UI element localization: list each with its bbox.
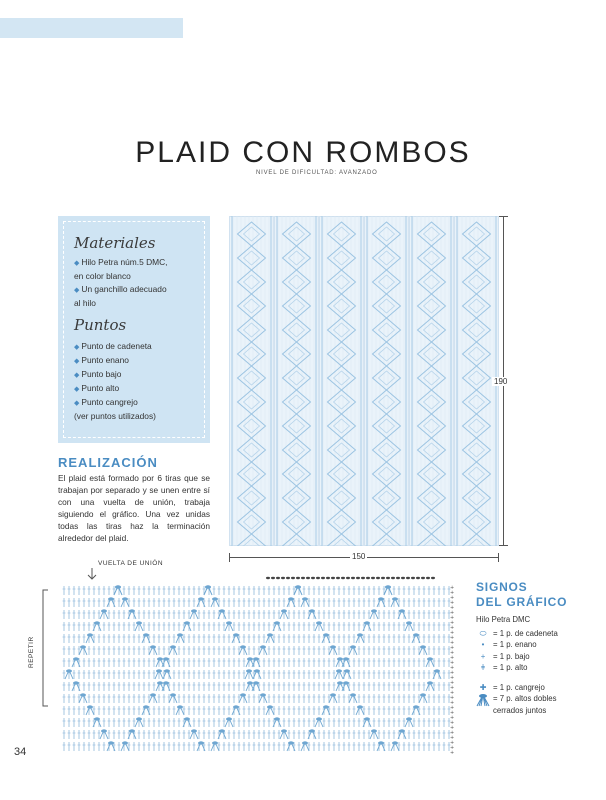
signos-legend (476, 614, 558, 716)
svg-text:+: + (450, 640, 455, 646)
signos-title-line: SIGNOS (476, 580, 528, 594)
repetir-label: REPETIR (28, 636, 35, 668)
svg-text:+: + (450, 685, 455, 691)
stitch-chart (58, 576, 458, 756)
svg-text:+: + (450, 590, 455, 596)
slip-stitch-icon: • (481, 640, 485, 649)
width-dimension-label: 150 (352, 552, 366, 561)
svg-text:+: + (450, 655, 455, 661)
chain-icon: ⬭ (479, 628, 487, 638)
crab-stitch-icon: ✚ (479, 682, 487, 692)
double-crochet-icon: ǂ (480, 663, 486, 672)
svg-text:+: + (450, 605, 455, 611)
svg-text:+: + (450, 740, 455, 746)
svg-text:+: + (450, 620, 455, 626)
svg-text:+: + (450, 600, 455, 606)
svg-text:+: + (450, 625, 455, 631)
height-dimension-tick (499, 216, 508, 217)
svg-text:+: + (450, 735, 455, 741)
legend-row: ✚ = 1 p. cangrejo (476, 682, 558, 694)
width-dimension-tick (498, 553, 499, 562)
single-crochet-icon: + (480, 651, 486, 661)
diamond-bullet-icon: ◆ (74, 386, 80, 393)
svg-text:+: + (450, 725, 455, 731)
svg-text:+: + (450, 710, 455, 716)
svg-text:+: + (450, 700, 455, 706)
svg-text:+: + (450, 585, 455, 591)
list-item: ◆ Punto enano (74, 355, 129, 365)
page-title: PLAID CON ROMBOS (135, 136, 471, 169)
repetir-bracket (40, 588, 50, 708)
svg-text:+: + (450, 730, 455, 736)
list-item: al hilo (74, 298, 96, 308)
svg-text:+: + (450, 705, 455, 711)
signos-title-line: DEL GRÁFICO (476, 595, 568, 609)
svg-text:+: + (450, 660, 455, 666)
svg-text:+: + (450, 615, 455, 621)
list-item: ◆ Punto cangrejo (74, 397, 138, 407)
list-item: ◆ Punto de cadeneta (74, 341, 152, 351)
list-item: en color blanco (74, 271, 131, 281)
svg-text:+: + (450, 690, 455, 696)
legend-row: ⬭ = 1 p. de cadeneta (476, 628, 558, 640)
legend-row: cerrados juntos (493, 705, 547, 715)
realizacion-heading: REALIZACIÓN (58, 455, 158, 470)
materiales-heading: Materiales (74, 234, 156, 252)
svg-text:+: + (450, 630, 455, 636)
vuelta-label: VUELTA DE UNIÓN (98, 560, 164, 567)
list-item: (ver puntos utilizados) (74, 411, 156, 421)
puntos-list (74, 340, 156, 423)
diamond-bullet-icon: ◆ (74, 260, 80, 267)
list-item: ◆ Punto bajo (74, 369, 122, 379)
diamond-bullet-icon: ◆ (74, 372, 80, 379)
svg-text:+: + (450, 695, 455, 701)
materiales-list (74, 256, 168, 310)
svg-text:+: + (450, 720, 455, 726)
signos-heading (476, 580, 567, 610)
svg-text:+: + (450, 675, 455, 681)
svg-text:+: + (450, 680, 455, 686)
legend-yarn: Hilo Petra DMC (476, 615, 531, 624)
page-number: 34 (14, 746, 27, 758)
plaid-illustration (229, 216, 499, 546)
legend-row: • = 1 p. enano (476, 639, 558, 651)
svg-text:+: + (450, 745, 455, 751)
legend-row: + = 1 p. bajo (476, 651, 558, 663)
list-item: ◆ Un ganchillo adecuado (74, 284, 167, 294)
legend-row: ǂ = 1 p. alto (476, 662, 558, 674)
list-item: ◆ Punto alto (74, 383, 120, 393)
svg-text:+: + (450, 665, 455, 671)
list-item: ◆ Hilo Petra núm.5 DMC, (74, 257, 168, 267)
diamond-bullet-icon: ◆ (74, 400, 80, 407)
materials-box (58, 216, 210, 443)
legend-row: = 7 p. altos dobles (476, 693, 558, 705)
height-dimension-label: 190 (494, 377, 508, 386)
svg-text:+: + (450, 645, 455, 651)
diamond-bullet-icon: ◆ (74, 358, 80, 365)
svg-text:+: + (450, 750, 455, 756)
svg-text:+: + (450, 650, 455, 656)
svg-text:+: + (450, 635, 455, 641)
svg-text:+: + (450, 715, 455, 721)
svg-text:+: + (450, 610, 455, 616)
header-color-bar (0, 18, 183, 38)
difficulty-level: NIVEL DE DIFICULTAD: AVANZADO (256, 170, 378, 176)
height-dimension-tick (499, 545, 508, 546)
width-dimension-tick (229, 553, 230, 562)
diamond-bullet-icon: ◆ (74, 287, 80, 294)
svg-text:+: + (450, 670, 455, 676)
svg-text:+: + (450, 595, 455, 601)
realizacion-text: El plaid está formado por 6 tiras que se trabajan por separado y se unen entre sí con una vuelta de unión, trabaja siguiendo el gráfico. Una vez unidas todas las tiras haz la terminación alrededor del plaid. (58, 473, 210, 543)
puntos-heading: Puntos (74, 316, 127, 334)
diamond-bullet-icon: ◆ (74, 344, 80, 351)
